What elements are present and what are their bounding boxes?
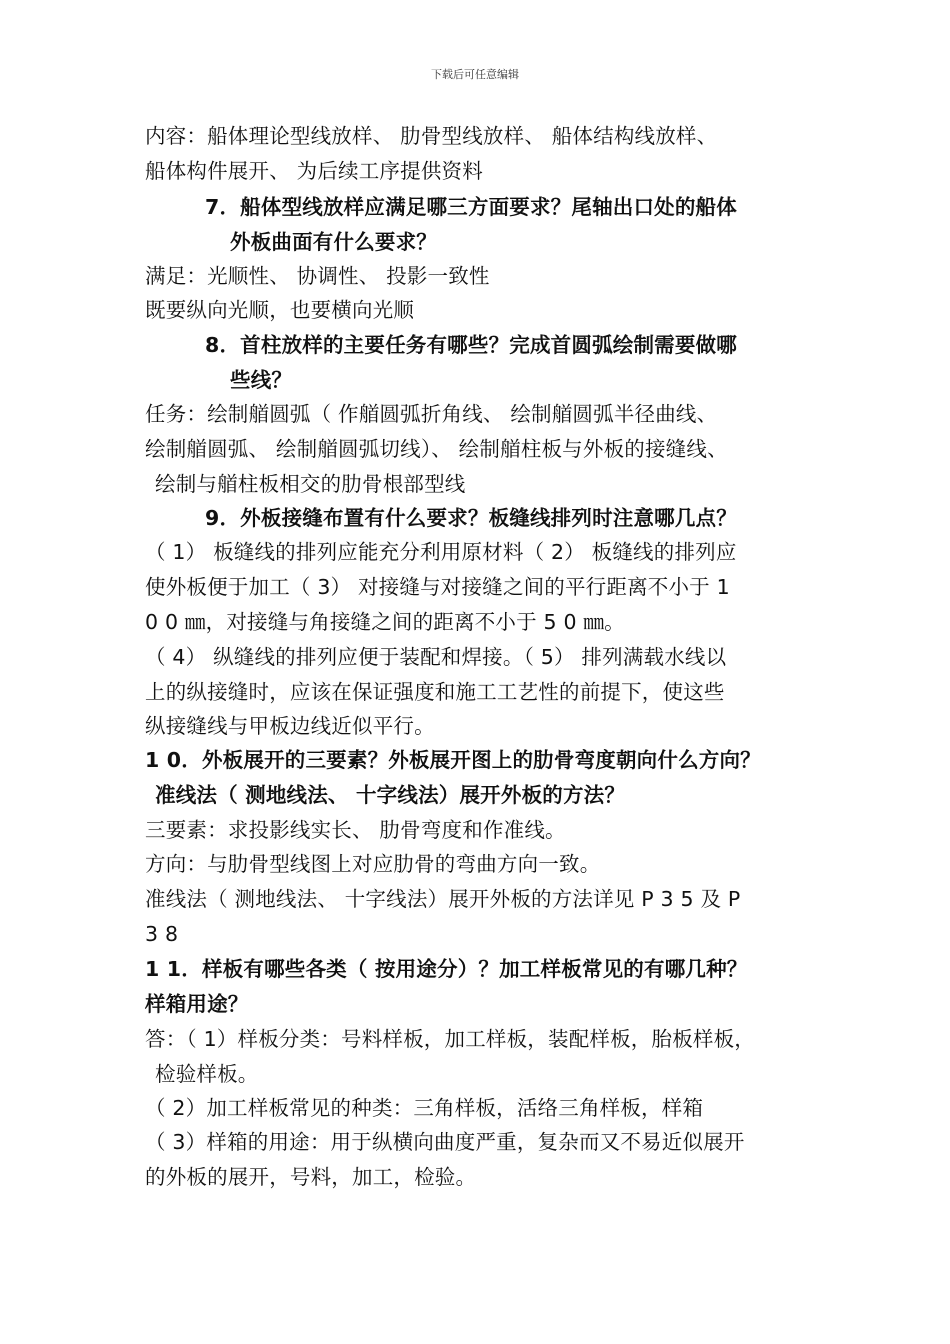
answer-10-line-4: 3 8 (145, 922, 179, 946)
answer-10-line-1: 三要素：求投影线实长、 肋骨弯度和作准线。 (145, 818, 566, 842)
question-10: 1 0．外板展开的三要素？外板展开图上的肋骨弯度朝向什么方向？ (145, 748, 761, 772)
answer-11-line-1: 答：（ 1）样板分类：号料样板，加工样板，装配样板，胎板样板， (145, 1027, 756, 1051)
answer-11-line-2: 检验样板。 (155, 1062, 259, 1086)
question-9: 9．外板接缝布置有什么要求？板缝线排列时注意哪几点？ (205, 506, 737, 530)
answer-6-content: 内容：船体理论型线放样、 肋骨型线放样、 船体结构线放样、 (145, 124, 718, 148)
question-11: 1 1．样板有哪些各类（ 按用途分）？加工样板常见的有哪几种？ (145, 957, 748, 981)
question-11-cont: 样箱用途？ (145, 992, 249, 1016)
answer-11-line-3: （ 2）加工样板常见的种类：三角样板，活络三角样板，样箱 (145, 1096, 704, 1120)
answer-6-content-cont: 船体构件展开、 为后续工序提供资料 (145, 159, 483, 183)
page-header: 下载后可任意编辑 (431, 68, 519, 81)
answer-10-line-2: 方向：与肋骨型线图上对应肋骨的弯曲方向一致。 (145, 852, 601, 876)
answer-9-line-4: （ 4） 纵缝线的排列应便于装配和焊接。（ 5） 排列满载水线以 (145, 645, 727, 669)
answer-9-line-3: 0 0 ㎜，对接缝与角接缝之间的距离不小于 5 0 ㎜。 (145, 610, 625, 634)
question-10-cont: 准线法（ 测地线法、 十字线法）展开外板的方法？ (155, 783, 626, 807)
answer-9-line-2: 使外板便于加工（ 3） 对接缝与对接缝之间的平行距离不小于 1 (145, 575, 730, 599)
question-7: 7．船体型线放样应满足哪三方面要求？尾轴出口处的船体 (205, 195, 737, 219)
answer-8-line-3: 绘制与艏柱板相交的肋骨根部型线 (155, 472, 466, 496)
question-8: 8．首柱放样的主要任务有哪些？完成首圆弧绘制需要做哪 (205, 333, 737, 357)
answer-11-line-5: 的外板的展开，号料，加工，检验。 (145, 1165, 477, 1189)
answer-7-line-2: 既要纵向光顺，也要横向光顺 (145, 298, 415, 322)
answer-7-line-1: 满足：光顺性、 协调性、 投影一致性 (145, 264, 490, 288)
answer-9-line-1: （ 1） 板缝线的排列应能充分利用原材料（ 2） 板缝线的排列应 (145, 540, 737, 564)
answer-10-line-3: 准线法（ 测地线法、 十字线法）展开外板的方法详见 P 3 5 及 P (145, 887, 741, 911)
answer-9-line-6: 纵接缝线与甲板边线近似平行。 (145, 714, 435, 738)
answer-8-line-1: 任务：绘制艏圆弧（ 作艏圆弧折角线、 绘制艏圆弧半径曲线、 (145, 402, 718, 426)
answer-8-line-2: 绘制艏圆弧、 绘制艏圆弧切线）、 绘制艏柱板与外板的接缝线、 (145, 437, 728, 461)
question-7-cont: 外板曲面有什么要求？ (230, 230, 437, 254)
answer-11-line-4: （ 3）样箱的用途：用于纵横向曲度严重，复杂而又不易近似展开 (145, 1130, 745, 1154)
answer-9-line-5: 上的纵接缝时，应该在保证强度和施工工艺性的前提下，使这些 (145, 680, 725, 704)
question-8-cont: 些线？ (230, 368, 293, 392)
